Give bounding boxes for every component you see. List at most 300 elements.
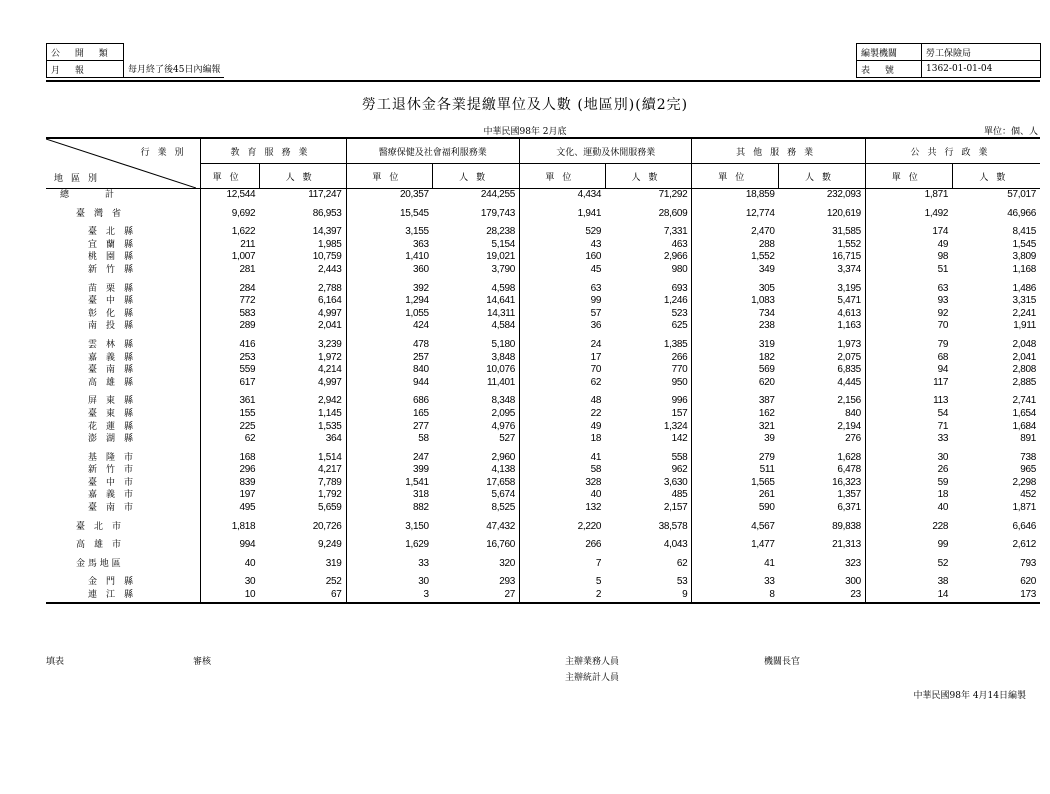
report-title: 勞工退休金各業提繳單位及人數 (地區別)(續2完) (361, 97, 689, 113)
cell-people: 5,180 (491, 338, 515, 350)
cell-units: 17 (519, 352, 605, 365)
header-left-label-1: 月 報 (47, 61, 124, 78)
cell-people: 527 (499, 433, 515, 445)
table-row (46, 576, 1040, 589)
cell-units: 839 (200, 477, 259, 490)
cell-people: 2,741 (1012, 395, 1036, 407)
cell-people: 625 (671, 320, 688, 332)
cell-units: 261 (692, 489, 779, 502)
cell-units: 1,492 (865, 208, 952, 221)
cell-units: 617 (200, 377, 259, 390)
cell-units: 478 (346, 339, 433, 352)
footer-head-label: 機關長官 (764, 657, 801, 667)
cell-people: 8,525 (491, 502, 515, 514)
cell-people: 9 (682, 589, 688, 601)
subcol-units: 單位 (865, 164, 952, 189)
cell-people: 244,255 (480, 189, 515, 200)
table-row (46, 489, 1040, 502)
row-region-name: 金 馬 地 區 (76, 558, 121, 569)
cell-units: 15,545 (346, 208, 433, 221)
cell-people: 1,973 (837, 338, 861, 350)
cell-people: 320 (499, 557, 515, 569)
cell-people: 2,075 (837, 351, 861, 363)
cell-units: 68 (865, 352, 952, 365)
cell-units: 529 (519, 226, 605, 239)
cell-people: 2,241 (1012, 307, 1036, 319)
cell-people: 323 (845, 557, 861, 569)
row-region-name: 臺 中 市 (88, 477, 134, 488)
cell-people: 6,835 (837, 364, 861, 376)
cell-people: 840 (845, 407, 861, 419)
row-region-name: 桃 園 縣 (88, 252, 134, 263)
cell-people: 57,017 (1007, 189, 1036, 200)
cell-units: 59 (865, 477, 952, 490)
corner-industry-label: 行業別 (140, 148, 192, 158)
cell-people: 1,628 (837, 451, 861, 463)
industry-header-4: 公共行政業 (865, 138, 1040, 164)
cell-people: 38,578 (658, 520, 688, 532)
cell-units: 113 (865, 395, 952, 408)
cell-units: 3,150 (346, 521, 433, 534)
cell-units: 840 (346, 364, 433, 377)
cell-people: 3,848 (491, 351, 515, 363)
cell-people: 950 (671, 376, 688, 388)
cell-people: 962 (671, 464, 688, 476)
cell-units: 238 (692, 320, 779, 333)
cell-people: 1,911 (1013, 320, 1036, 332)
cell-people: 6,164 (317, 295, 342, 307)
row-region-name: 屏 東 縣 (88, 396, 134, 407)
cell-units: 22 (519, 408, 605, 421)
cell-units: 9,692 (200, 208, 259, 221)
cell-people: 1,985 (317, 238, 342, 250)
cell-units: 360 (346, 264, 433, 277)
cell-people: 14,397 (312, 226, 342, 238)
cell-people: 16,760 (486, 539, 515, 551)
cell-people: 620 (1020, 576, 1036, 588)
cell-people: 16,715 (832, 251, 861, 263)
cell-people: 738 (1020, 451, 1036, 463)
cell-people: 1,514 (317, 451, 342, 463)
cell-people: 5,659 (317, 502, 342, 514)
cell-units: 63 (865, 283, 952, 296)
cell-units: 45 (519, 264, 605, 277)
cell-units: 284 (200, 283, 259, 296)
cell-people: 62 (676, 557, 688, 569)
cell-units: 1,083 (692, 295, 779, 308)
cell-people: 891 (1020, 433, 1036, 445)
cell-people: 6,478 (837, 464, 861, 476)
table-row (46, 477, 1040, 490)
cell-units: 165 (346, 408, 433, 421)
row-region-name: 南 投 縣 (88, 321, 134, 332)
cell-units: 71 (865, 421, 952, 434)
cell-units: 289 (200, 320, 259, 333)
industry-header-0: 教育服務業 (200, 138, 346, 164)
header-right-label-1: 表 號 (857, 61, 922, 78)
cell-units: 30 (200, 576, 259, 589)
cell-people: 6,646 (1012, 520, 1036, 532)
cell-units: 174 (865, 226, 952, 239)
cell-people: 4,584 (491, 320, 515, 332)
cell-people: 20,726 (312, 520, 342, 532)
cell-people: 6,371 (837, 502, 861, 514)
cell-people: 157 (671, 407, 688, 419)
industry-header-1: 醫療保健及社會福利服務業 (346, 138, 519, 164)
table-row (46, 539, 1040, 552)
cell-units: 51 (865, 264, 952, 277)
cell-units: 257 (346, 352, 433, 365)
cell-people: 300 (845, 576, 861, 588)
cell-people: 11,401 (486, 376, 515, 388)
cell-people: 4,997 (317, 307, 342, 319)
cell-units: 30 (865, 452, 952, 465)
cell-people: 4,445 (837, 376, 861, 388)
cell-people: 8,348 (491, 395, 515, 407)
data-table (46, 137, 1040, 604)
cell-units: 319 (692, 339, 779, 352)
cell-units: 70 (865, 320, 952, 333)
table-row (46, 320, 1040, 333)
table-row (46, 433, 1040, 446)
cell-units: 1,541 (346, 477, 433, 490)
row-region-name: 臺 南 市 (88, 503, 134, 514)
cell-people: 142 (671, 433, 688, 445)
cell-units: 1,871 (865, 189, 952, 202)
cell-units: 583 (200, 308, 259, 321)
cell-people: 3,374 (837, 263, 861, 275)
cell-units: 117 (865, 377, 952, 390)
cell-people: 86,953 (312, 207, 342, 219)
cell-people: 28,238 (486, 226, 515, 238)
cell-people: 2,443 (317, 263, 342, 275)
cell-units: 559 (200, 364, 259, 377)
cell-units: 58 (519, 464, 605, 477)
subcol-people: 人數 (952, 164, 1040, 189)
cell-people: 2,960 (491, 451, 515, 463)
cell-units: 266 (519, 539, 605, 552)
header-info-right (856, 43, 1041, 78)
header-right-value-0: 勞工保險局 (922, 44, 1041, 61)
cell-units: 1,410 (346, 251, 433, 264)
cell-units: 160 (519, 251, 605, 264)
cell-units: 99 (519, 295, 605, 308)
cell-people: 4,138 (491, 464, 515, 476)
subcol-people: 人數 (259, 164, 346, 189)
cell-units: 392 (346, 283, 433, 296)
row-region-name: 苗 栗 縣 (88, 283, 134, 294)
cell-units: 39 (692, 433, 779, 446)
cell-units: 33 (346, 558, 433, 571)
cell-units: 2,220 (519, 521, 605, 534)
cell-units: 279 (692, 452, 779, 465)
row-region-name: 臺 灣 省 (76, 208, 122, 219)
cell-units: 211 (200, 239, 259, 252)
cell-units: 12,774 (692, 208, 779, 221)
cell-units: 26 (865, 464, 952, 477)
cell-people: 2,612 (1012, 539, 1036, 551)
cell-people: 89,838 (832, 520, 861, 532)
cell-people: 4,997 (317, 376, 342, 388)
cell-people: 1,654 (1012, 407, 1036, 419)
cell-units: 424 (346, 320, 433, 333)
cell-units: 49 (865, 239, 952, 252)
cell-people: 4,217 (317, 464, 342, 476)
cell-units: 1,565 (692, 477, 779, 490)
cell-units: 2,470 (692, 226, 779, 239)
cell-people: 27 (504, 589, 515, 601)
cell-people: 2,041 (317, 320, 342, 332)
cell-people: 173 (1020, 589, 1036, 601)
subcol-units: 單位 (519, 164, 605, 189)
cell-units: 98 (865, 251, 952, 264)
cell-units: 994 (200, 539, 259, 552)
cell-people: 319 (325, 557, 342, 569)
cell-people: 3,809 (1012, 251, 1036, 263)
cell-people: 5,154 (491, 238, 515, 250)
cell-units: 57 (519, 308, 605, 321)
cell-units: 321 (692, 421, 779, 434)
cell-units: 70 (519, 364, 605, 377)
cell-units: 277 (346, 421, 433, 434)
table-row (46, 502, 1040, 515)
cell-people: 980 (671, 263, 688, 275)
cell-people: 2,808 (1012, 364, 1036, 376)
table-row (46, 395, 1040, 408)
cell-people: 21,313 (832, 539, 861, 551)
row-region-name: 臺 東 縣 (88, 408, 134, 419)
cell-people: 71,292 (658, 189, 688, 200)
cell-units: 33 (692, 576, 779, 589)
cell-people: 965 (1020, 464, 1036, 476)
cell-units: 281 (200, 264, 259, 277)
cell-units: 62 (519, 377, 605, 390)
cell-units: 10 (200, 589, 259, 603)
cell-people: 2,194 (837, 420, 861, 432)
cell-units: 569 (692, 364, 779, 377)
table-row (46, 408, 1040, 421)
cell-units: 49 (519, 421, 605, 434)
cell-units: 882 (346, 502, 433, 515)
table-row (46, 339, 1040, 352)
cell-people: 232,093 (826, 189, 861, 200)
table-row (46, 464, 1040, 477)
cell-units: 5 (519, 576, 605, 589)
cell-people: 14,641 (486, 295, 515, 307)
cell-units: 590 (692, 502, 779, 515)
table-row (46, 189, 1040, 202)
cell-units: 361 (200, 395, 259, 408)
cell-people: 1,145 (317, 407, 342, 419)
cell-people: 2,156 (837, 395, 861, 407)
cell-people: 485 (671, 489, 688, 501)
cell-units: 1,552 (692, 251, 779, 264)
cell-units: 40 (519, 489, 605, 502)
table-corner (46, 138, 200, 189)
cell-people: 1,357 (837, 489, 861, 501)
cell-units: 253 (200, 352, 259, 365)
cell-people: 47,432 (486, 520, 515, 532)
cell-people: 2,157 (663, 502, 688, 514)
row-region-name: 臺 北 縣 (88, 227, 134, 238)
industry-header-3: 其他服務業 (692, 138, 865, 164)
cell-units: 3,155 (346, 226, 433, 239)
cell-units: 30 (346, 576, 433, 589)
cell-people: 1,246 (663, 295, 688, 307)
cell-units: 162 (692, 408, 779, 421)
cell-people: 1,168 (1012, 263, 1036, 275)
cell-people: 3,790 (491, 263, 515, 275)
footer-compiled-date: 中華民國98年 4月14日編製 (913, 691, 1026, 701)
cell-units: 1,007 (200, 251, 259, 264)
cell-units: 79 (865, 339, 952, 352)
cell-units: 168 (200, 452, 259, 465)
row-region-name: 總 計 (60, 190, 115, 200)
cell-units: 363 (346, 239, 433, 252)
footer-business-staff: 主辦業務人員 (565, 657, 620, 667)
table-row (46, 226, 1040, 239)
cell-units: 99 (865, 539, 952, 552)
table-body (46, 189, 1040, 603)
row-region-name: 花 蓮 縣 (88, 421, 134, 432)
table-row (46, 589, 1040, 603)
cell-people: 17,658 (486, 476, 515, 488)
cell-units: 40 (865, 502, 952, 515)
row-region-name: 新 竹 縣 (88, 264, 134, 275)
cell-people: 5,471 (837, 295, 861, 307)
cell-people: 10,759 (312, 251, 342, 263)
footer-stats-staff: 主辦統計人員 (565, 673, 620, 683)
cell-units: 3 (346, 589, 433, 603)
cell-people: 1,792 (317, 489, 342, 501)
cell-units: 318 (346, 489, 433, 502)
cell-units: 387 (692, 395, 779, 408)
header-info-left (46, 43, 224, 78)
table-row (46, 521, 1040, 534)
cell-units: 20,357 (346, 189, 433, 202)
header-rule (46, 80, 1040, 82)
cell-people: 16,323 (832, 476, 861, 488)
cell-units: 1,818 (200, 521, 259, 534)
cell-people: 4,976 (491, 420, 515, 432)
cell-units: 772 (200, 295, 259, 308)
cell-units: 620 (692, 377, 779, 390)
row-region-name: 雲 林 縣 (88, 339, 134, 350)
cell-units: 1,941 (519, 208, 605, 221)
cell-people: 4,214 (317, 364, 342, 376)
row-region-name: 高 雄 市 (76, 540, 122, 551)
cell-people: 558 (671, 451, 688, 463)
cell-units: 40 (200, 558, 259, 571)
cell-people: 46,966 (1007, 207, 1036, 219)
cell-people: 770 (671, 364, 688, 376)
header-right-value-1: 1362-01-01-04 (922, 61, 1041, 78)
cell-units: 63 (519, 283, 605, 296)
cell-units: 734 (692, 308, 779, 321)
cell-units: 54 (865, 408, 952, 421)
row-region-name: 基 隆 市 (88, 452, 134, 463)
cell-units: 33 (865, 433, 952, 446)
cell-units: 197 (200, 489, 259, 502)
cell-people: 793 (1020, 557, 1036, 569)
cell-people: 3,315 (1012, 295, 1036, 307)
subcol-units: 單位 (692, 164, 779, 189)
cell-units: 132 (519, 502, 605, 515)
industry-header-2: 文化、運動及休閒服務業 (519, 138, 691, 164)
cell-units: 416 (200, 339, 259, 352)
table-row (46, 308, 1040, 321)
cell-people: 28,609 (658, 207, 688, 219)
corner-region-label: 地區別 (54, 174, 106, 184)
cell-people: 7,331 (663, 226, 688, 238)
cell-units: 305 (692, 283, 779, 296)
row-region-name: 連 江 縣 (88, 590, 134, 601)
cell-people: 1,545 (1012, 238, 1036, 250)
cell-units: 92 (865, 308, 952, 321)
cell-units: 1,629 (346, 539, 433, 552)
cell-people: 3,195 (837, 282, 861, 294)
header-left-label-0: 公 開 類 (47, 44, 124, 61)
cell-people: 252 (325, 576, 342, 588)
cell-people: 67 (330, 589, 342, 601)
cell-people: 3,630 (663, 476, 688, 488)
subcol-people: 人數 (779, 164, 866, 189)
cell-units: 228 (865, 521, 952, 534)
cell-units: 8 (692, 589, 779, 603)
table-row (46, 208, 1040, 221)
cell-people: 364 (325, 433, 342, 445)
table-row (46, 352, 1040, 365)
cell-people: 996 (671, 395, 688, 407)
cell-people: 1,535 (317, 420, 342, 432)
cell-people: 1,972 (317, 351, 342, 363)
cell-units: 43 (519, 239, 605, 252)
cell-units: 1,477 (692, 539, 779, 552)
cell-units: 399 (346, 464, 433, 477)
cell-people: 1,552 (837, 238, 861, 250)
cell-people: 23 (850, 589, 861, 601)
cell-units: 1,622 (200, 226, 259, 239)
cell-people: 693 (671, 282, 688, 294)
cell-units: 288 (692, 239, 779, 252)
subcol-units: 單位 (346, 164, 433, 189)
table-row (46, 264, 1040, 277)
row-region-name: 彰 化 縣 (88, 308, 134, 319)
cell-units: 225 (200, 421, 259, 434)
cell-people: 3,239 (317, 338, 342, 350)
cell-people: 117,247 (308, 189, 342, 200)
cell-units: 155 (200, 408, 259, 421)
cell-people: 2,942 (317, 395, 342, 407)
cell-people: 1,684 (1012, 420, 1036, 432)
cell-units: 4,567 (692, 521, 779, 534)
cell-units: 52 (865, 558, 952, 571)
cell-people: 4,613 (837, 307, 861, 319)
cell-units: 94 (865, 364, 952, 377)
table-row (46, 452, 1040, 465)
unit-label: 單位：個、人 (983, 127, 1038, 137)
row-region-name: 臺 南 縣 (88, 365, 134, 376)
table-row (46, 295, 1040, 308)
cell-people: 2,041 (1012, 351, 1036, 363)
cell-people: 1,486 (1012, 282, 1036, 294)
table-row (46, 558, 1040, 571)
row-region-name: 臺 中 縣 (88, 296, 134, 307)
cell-units: 2 (519, 589, 605, 603)
subcol-units: 單位 (200, 164, 259, 189)
row-region-name: 臺 北 市 (76, 521, 122, 532)
cell-people: 2,298 (1012, 476, 1036, 488)
